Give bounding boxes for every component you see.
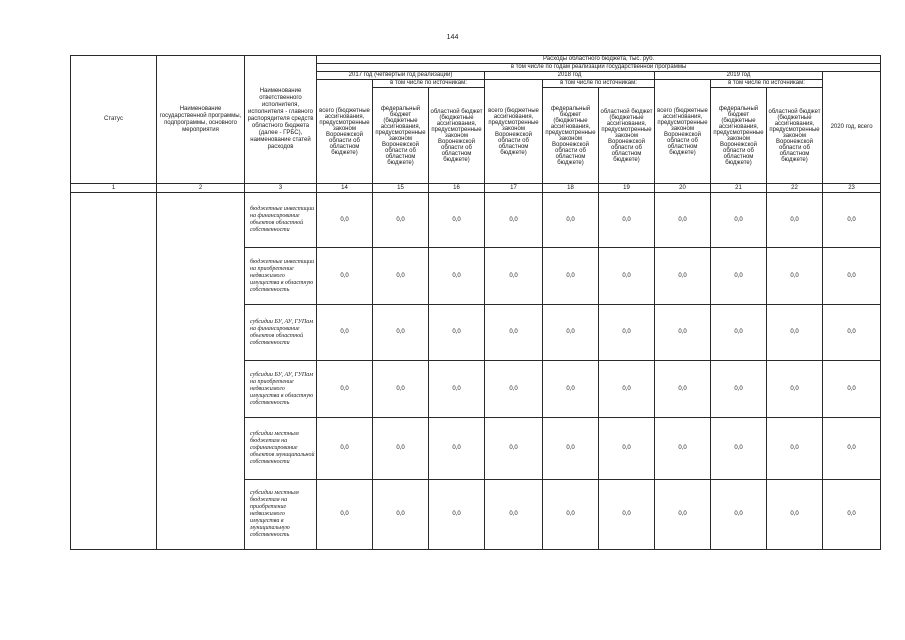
value-cell: 0,0 [429,248,485,305]
value-cell: 0,0 [373,193,429,248]
status-cell [71,193,157,550]
value-cell: 0,0 [543,193,599,248]
header-2019-regional: областной бюджет (бюджетные ассигнования, предусмотренные законом Воронежской области об областном бюджете) [767,88,823,184]
header-year-2018: 2018 год [485,72,655,80]
column-number: 20 [655,184,711,193]
value-cell: 0,0 [485,305,543,361]
value-cell: 0,0 [429,193,485,248]
value-cell: 0,0 [543,248,599,305]
value-cell: 0,0 [317,248,373,305]
value-cell: 0,0 [711,248,767,305]
value-cell: 0,0 [767,193,823,248]
page-number: 144 [446,34,459,41]
header-2018-regional: областной бюджет (бюджетные ассигнования, предусмотренные законом Воронежской области об областном бюджете) [599,88,655,184]
expense-type: субсидии БУ, АУ, ГУПам на финансирование объектов областной собственности [245,305,317,361]
value-cell: 0,0 [823,361,881,418]
value-cell: 0,0 [823,418,881,480]
expense-type: бюджетные инвестиции на приобретение недвижимого имущества в областную собственность [245,248,317,305]
value-cell: 0,0 [767,305,823,361]
header-year-2020-total: 2020 год, всего [823,72,881,184]
value-cell: 0,0 [373,418,429,480]
value-cell: 0,0 [655,305,711,361]
column-number: 21 [711,184,767,193]
column-number: 16 [429,184,485,193]
header-program-name: Наименование государственной программы, подпрограммы, основного мероприятия [157,56,245,184]
value-cell: 0,0 [823,248,881,305]
column-number: 14 [317,184,373,193]
header-2017-total: всего (бюджетные ассигнования, предусмотренные законом Воронежской области об областном бюджете) [317,80,373,184]
value-cell: 0,0 [711,193,767,248]
header-2017-by-sources: в том числе по источникам: [373,80,485,88]
value-cell: 0,0 [485,193,543,248]
value-cell: 0,0 [599,193,655,248]
header-status: Статус [71,56,157,184]
header-executor: Наименование ответственного исполнителя, исполнителя - главного распорядителя средств областного бюджета (далее - ГРБС), наименование статей расходов [245,56,317,184]
value-cell: 0,0 [317,305,373,361]
value-cell: 0,0 [767,418,823,480]
expense-type: субсидии БУ, АУ, ГУПам на приобретение недвижимого имущества в областную собственность [245,361,317,418]
value-cell: 0,0 [317,193,373,248]
value-cell: 0,0 [823,193,881,248]
value-cell: 0,0 [429,305,485,361]
value-cell: 0,0 [485,480,543,550]
header-2018-total: всего (бюджетные ассигнования, предусмотренные законом Воронежской области об областном бюджете) [485,80,543,184]
column-number: 1 [71,184,157,193]
value-cell: 0,0 [767,361,823,418]
header-by-years: в том числе по годам реализации государственной программы [317,64,881,72]
value-cell: 0,0 [823,480,881,550]
column-number: 19 [599,184,655,193]
value-cell: 0,0 [543,418,599,480]
column-number: 22 [767,184,823,193]
header-year-2017: 2017 год (четвертый год реализации) [317,72,485,80]
value-cell: 0,0 [655,248,711,305]
value-cell: 0,0 [655,418,711,480]
header-2017-regional: областной бюджет (бюджетные ассигнования, предусмотренные законом Воронежской области об областном бюджете) [429,88,485,184]
value-cell: 0,0 [655,480,711,550]
header-year-2019: 2019 год [655,72,823,80]
value-cell: 0,0 [373,305,429,361]
value-cell: 0,0 [429,361,485,418]
column-number-row [71,184,881,193]
value-cell: 0,0 [317,361,373,418]
program-cell [157,193,245,550]
value-cell: 0,0 [543,480,599,550]
value-cell: 0,0 [767,480,823,550]
expense-type: субсидии местным бюджетам на приобретение недвижимого имущества в муниципальную собственность [245,480,317,550]
value-cell: 0,0 [373,248,429,305]
value-cell: 0,0 [711,418,767,480]
column-number: 3 [245,184,317,193]
value-cell: 0,0 [485,361,543,418]
value-cell: 0,0 [599,480,655,550]
value-cell: 0,0 [711,361,767,418]
expense-type: субсидии местным бюджетам на софинансирование объектов муниципальной собственности [245,418,317,480]
value-cell: 0,0 [599,418,655,480]
column-number: 2 [157,184,245,193]
value-cell: 0,0 [543,361,599,418]
value-cell: 0,0 [429,480,485,550]
value-cell: 0,0 [655,193,711,248]
column-number: 23 [823,184,881,193]
header-2019-by-sources: в том числе по источникам: [711,80,823,88]
value-cell: 0,0 [599,305,655,361]
value-cell: 0,0 [767,248,823,305]
value-cell: 0,0 [429,418,485,480]
budget-table [70,55,881,550]
value-cell: 0,0 [373,361,429,418]
header-2019-federal: федеральный бюджет (бюджетные ассигнования, предусмотренные законом Воронежской области об областном бюджете) [711,88,767,184]
expense-type: бюджетные инвестиции на финансирование объектов областной собственности [245,193,317,248]
table-row [71,193,881,248]
header-2018-by-sources: в том числе по источникам: [543,80,655,88]
value-cell: 0,0 [373,480,429,550]
column-number: 15 [373,184,429,193]
column-number: 17 [485,184,543,193]
value-cell: 0,0 [599,248,655,305]
header-2018-federal: федеральный бюджет (бюджетные ассигнования, предусмотренные законом Воронежской области об областном бюджете) [543,88,599,184]
value-cell: 0,0 [711,305,767,361]
value-cell: 0,0 [823,305,881,361]
value-cell: 0,0 [317,418,373,480]
value-cell: 0,0 [317,480,373,550]
value-cell: 0,0 [485,418,543,480]
column-number: 18 [543,184,599,193]
header-2017-federal: федеральный бюджет (бюджетные ассигнования, предусмотренные законом Воронежской области об областном бюджете) [373,88,429,184]
value-cell: 0,0 [599,361,655,418]
value-cell: 0,0 [485,248,543,305]
header-2019-total: всего (бюджетные ассигнования, предусмотренные законом Воронежской области об областном бюджете) [655,80,711,184]
value-cell: 0,0 [711,480,767,550]
value-cell: 0,0 [543,305,599,361]
value-cell: 0,0 [655,361,711,418]
header-expenses-title: Расходы областного бюджета, тыс. руб. [317,56,881,64]
